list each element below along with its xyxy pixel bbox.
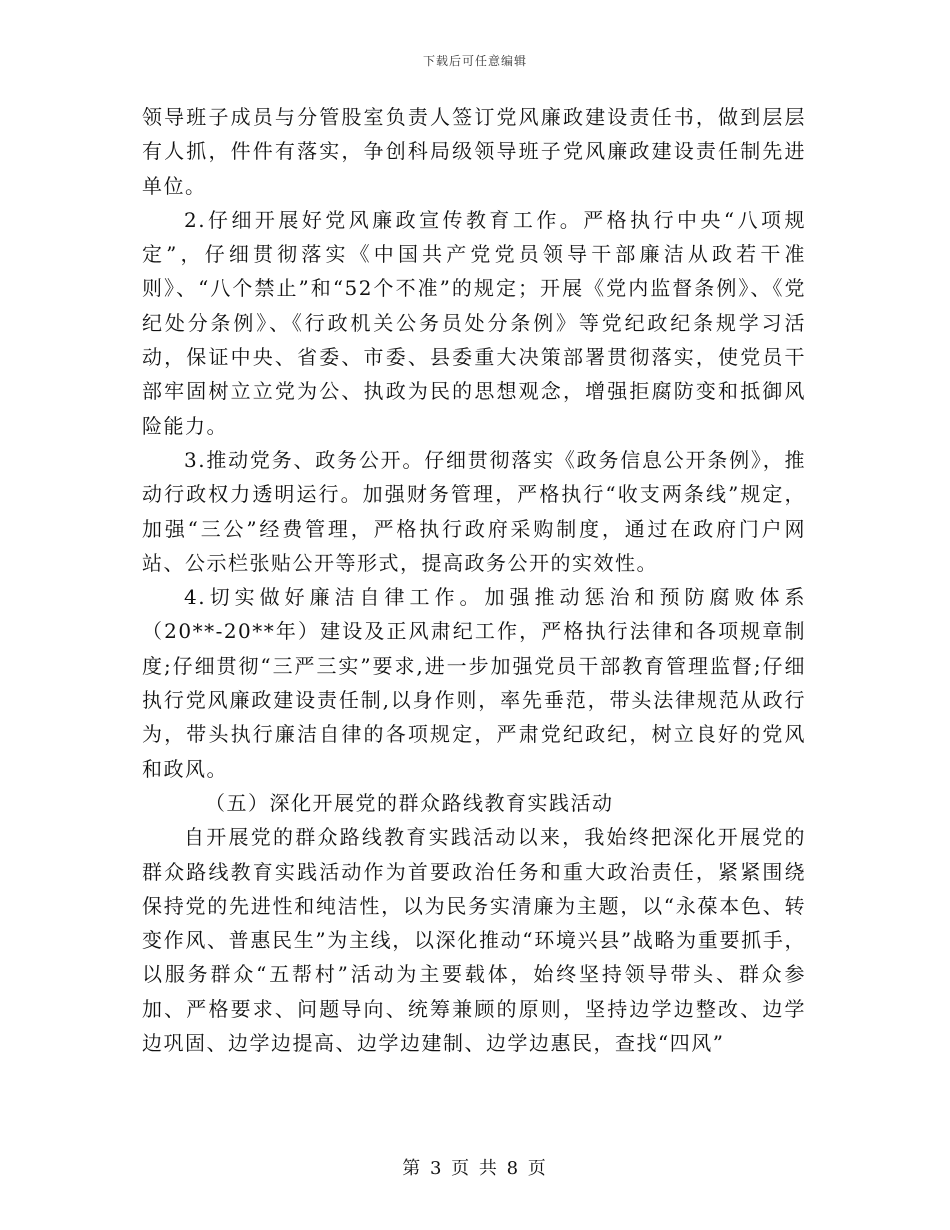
page-header-note: 下载后可任意编辑 [422, 54, 527, 68]
document-body [142, 100, 806, 1060]
paragraph-continuation: 领导班子成员与分管股室负责人签订党风廉政建设责任书，做到层层有人抓，件件有落实，争创科局级领导班子党风廉政建设责任制先进单位。 [142, 105, 806, 198]
paragraph-section-5: 自开展党的群众路线教育实践活动以来，我始终把深化开展党的群众路线教育实践活动作为首要政治任务和重大政治责任，紧紧围绕保持党的先进性和纯洁性，以为民务实清廉为主题，以“永葆本色、转变作风、普惠民生”为主线，以深化推动“环境兴县”战略为重要抓手，以服务群众“五帮村”活动为主要载体，始终坚持领导带头、群众参加、严格要求、问题导向、统筹兼顾的原则，坚持边学边整改、边学边巩固、边学边提高、边学边建制、边学边惠民，查找“四风” [142, 825, 806, 1056]
section-heading-5: （五）深化开展党的群众路线教育实践活动 [205, 790, 614, 815]
paragraph-item-2: 2.仔细开展好党风廉政宣传教育工作。严格执行中央“八项规定”，仔细贯彻落实《中国共产党党员领导干部廉洁从政若干准则》、“八个禁止”和“52个不准”的规定；开展《党内监督条例》、《党纪处分条例》、《行政机关公务员处分条例》等党纪政纪条规学习活动，保证中央、省委、市委、县委重大决策部署贯彻落实，使党员干部牢固树立立党为公、执政为民的思想观念，增强拒腐防变和抵御风险能力。 [142, 207, 806, 438]
paragraph-item-3: 3.推动党务、政务公开。仔细贯彻落实《政务信息公开条例》，推动行政权力透明运行。加强财务管理，严格执行“收支两条线”规定，加强“三公”经费管理，严格执行政府采购制度，通过在政府门户网站、公示栏张贴公开等形式，提高政务公开的实效性。 [142, 447, 806, 575]
page-number: 第 3 页 共 8 页 [402, 1158, 548, 1179]
paragraph-item-4: 4.切实做好廉洁自律工作。加强推动惩治和预防腐败体系（20**-20**年）建设及正风肃纪工作，严格执行法律和各项规章制度;仔细贯彻“三严三实”要求,进一步加强党员干部教育管理监督;仔细执行党风廉政建设责任制,以身作则，率先垂范，带头法律规范从政行为，带头执行廉洁自律的各项规定，严肃党纪政纪，树立良好的党风和政风。 [142, 585, 806, 781]
